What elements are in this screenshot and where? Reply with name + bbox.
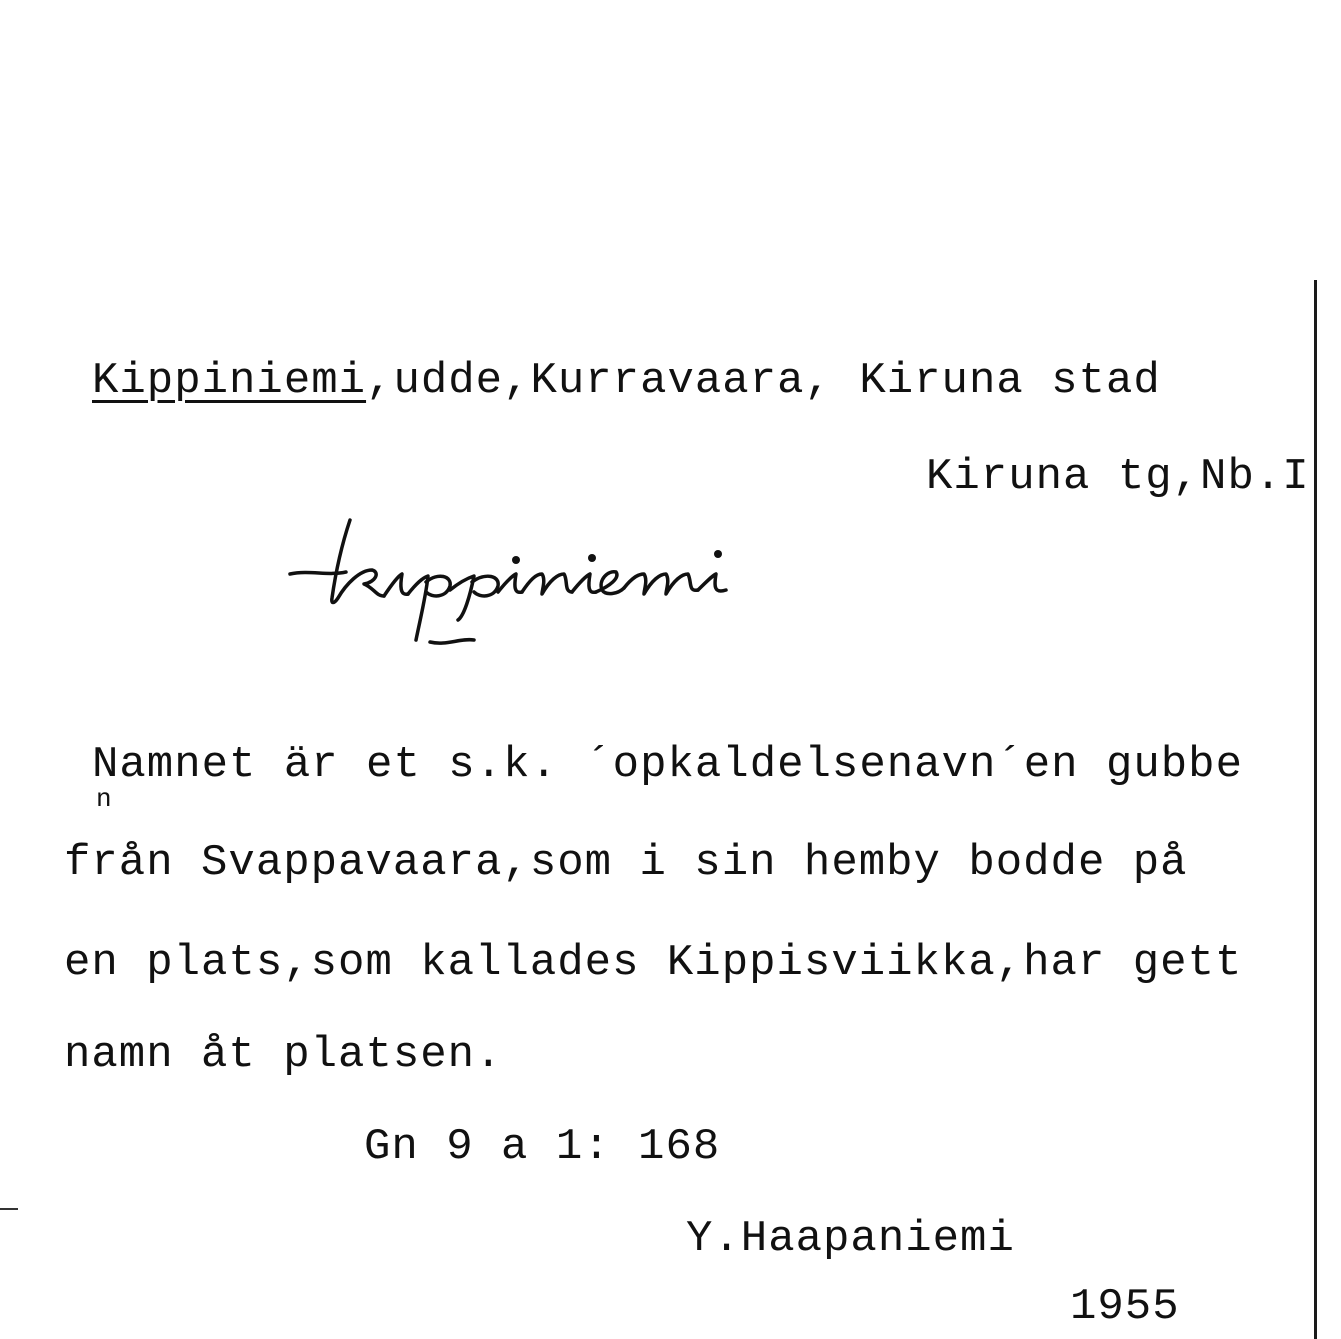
place-description: ,udde,Kurravaara, Kiruna stad	[366, 356, 1161, 406]
collector-name: Y.Haapaniemi	[686, 1214, 1015, 1264]
handwritten-name	[280, 500, 1040, 660]
year: 1955	[1070, 1282, 1180, 1332]
body-line-2: från Svappavaara,som i sin hemby bodde på	[64, 838, 1188, 888]
place-name: Kippiniemi	[92, 356, 367, 406]
card-edge-tick	[0, 1208, 18, 1210]
heading-line	[92, 356, 1161, 406]
body-line-3: en plats,som kallades Kippisviikka,har gett	[64, 938, 1243, 988]
card-edge-line	[1314, 280, 1317, 1339]
archive-reference: Gn 9 a 1: 168	[364, 1122, 721, 1172]
body-mark: n	[96, 784, 112, 814]
body-line-4: namn åt platsen.	[64, 1030, 503, 1080]
body-line-1: Namnet är et s.k. ´opkaldelsenavn´en gubbe	[92, 740, 1243, 790]
district-line: Kiruna tg,Nb.I	[926, 452, 1310, 502]
